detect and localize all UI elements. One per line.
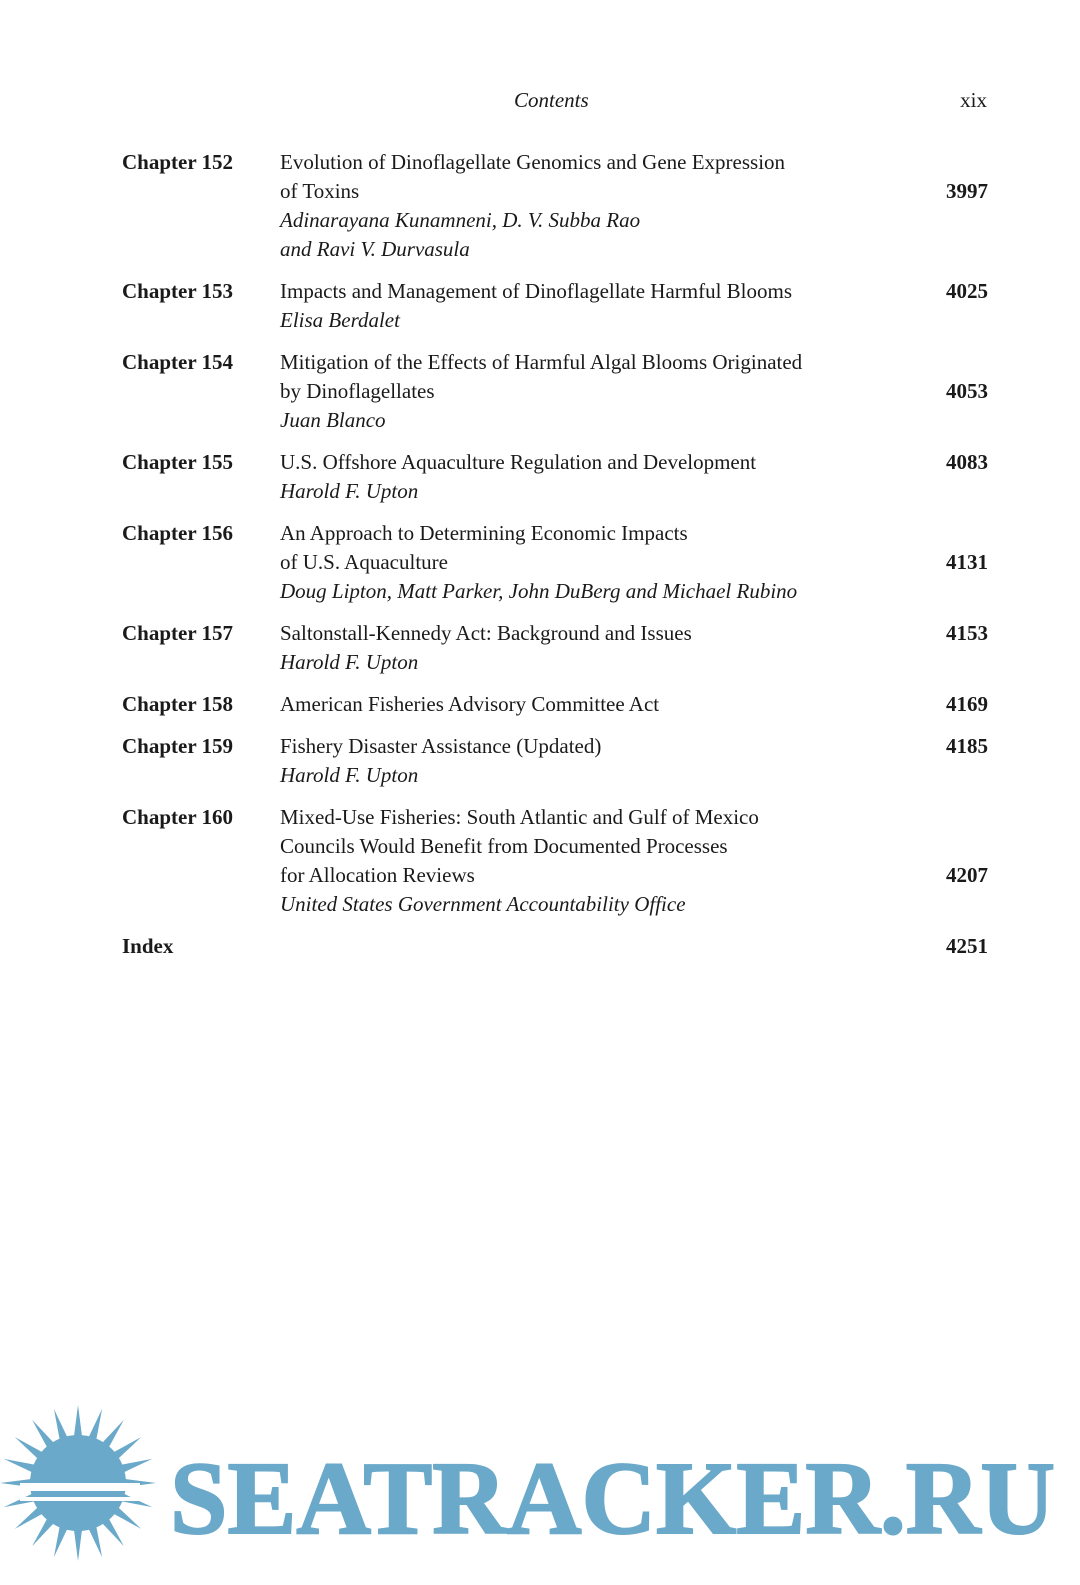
- entry-text: [280, 277, 898, 335]
- entry-page-number: 4153: [946, 621, 988, 645]
- entry-page-number: 4185: [946, 734, 988, 758]
- entry-title-line: Mixed-Use Fisheries: South Atlantic and Gulf of Mexico: [280, 805, 759, 829]
- entry-page-number: 4131: [946, 550, 988, 574]
- toc-entry: [122, 448, 988, 506]
- page-number: xix: [960, 88, 987, 112]
- toc-entry: [122, 732, 988, 790]
- entry-text: [280, 519, 898, 606]
- entry-title-line: for Allocation Reviews: [280, 863, 475, 887]
- toc-entry: [122, 690, 988, 719]
- toc-entry: [122, 519, 988, 606]
- toc-entry: [122, 619, 988, 677]
- entry-author-line: Doug Lipton, Matt Parker, John DuBerg and Michael Rubino: [280, 579, 798, 603]
- entry-text: [280, 803, 898, 919]
- entry-title-line: Councils Would Benefit from Documented Processes: [280, 834, 728, 858]
- entry-text: [280, 619, 898, 677]
- entry-label: Chapter 154: [122, 350, 234, 374]
- toc-entry: [122, 348, 988, 435]
- entry-page-number: 4025: [946, 279, 988, 303]
- entry-page-number: 4207: [946, 863, 988, 887]
- toc-entry: [122, 148, 988, 264]
- watermark-text: SEATRACKER.RU: [170, 1441, 1055, 1556]
- entry-title-line: of U.S. Aquaculture: [280, 550, 448, 574]
- entry-title-line: of Toxins: [280, 179, 360, 203]
- running-title: Contents: [514, 88, 589, 112]
- entry-text: [280, 690, 898, 719]
- entry-author-line: Harold F. Upton: [280, 479, 419, 503]
- entry-title-line: An Approach to Determining Economic Impacts: [280, 521, 688, 545]
- sun-ray: [88, 1409, 102, 1441]
- toc-entry: [122, 803, 988, 919]
- entry-page-number: 4053: [946, 379, 988, 403]
- entry-author-line: and Ravi V. Durvasula: [280, 237, 470, 261]
- entry-author-line: Adinarayana Kunamneni, D. V. Subba Rao: [280, 208, 641, 232]
- entry-text: [280, 448, 898, 506]
- entry-author-line: Elisa Berdalet: [280, 308, 400, 332]
- entry-author-line: Harold F. Upton: [280, 650, 419, 674]
- entry-page-number: 4169: [946, 692, 988, 716]
- entry-label: Index: [122, 934, 174, 958]
- running-head: [0, 86, 1080, 116]
- entry-title-line: U.S. Offshore Aquaculture Regulation and Development: [280, 450, 757, 474]
- entry-author-line: United States Government Accountability Office: [280, 892, 686, 916]
- entry-label: Chapter 153: [122, 279, 234, 303]
- sun-ray: [54, 1409, 68, 1441]
- entry-text: [280, 348, 898, 435]
- entry-title-line: Impacts and Management of Dinoflagellate Harmful Blooms: [280, 279, 793, 303]
- sun-logo-icon: [0, 1405, 1080, 1580]
- toc-entry: [122, 277, 988, 335]
- entry-page-number: 4083: [946, 450, 988, 474]
- sun-ray: [74, 1529, 82, 1561]
- entry-text: [280, 148, 898, 264]
- entry-title-line: by Dinoflagellates: [280, 379, 435, 403]
- watermark-logo: [0, 1405, 1080, 1580]
- entry-title-line: Evolution of Dinoflagellate Genomics and Gene Expression: [280, 150, 786, 174]
- entry-title-line: Saltonstall-Kennedy Act: Background and Issues: [280, 621, 692, 645]
- entry-label: Chapter 158: [122, 692, 234, 716]
- sun-ray: [54, 1525, 68, 1557]
- sun-ray: [74, 1405, 82, 1437]
- entry-label: Chapter 160: [122, 805, 234, 829]
- entry-author-line: Harold F. Upton: [280, 763, 419, 787]
- entry-label: Chapter 152: [122, 150, 234, 174]
- entry-text: [280, 932, 898, 961]
- entry-label: Chapter 156: [122, 521, 234, 545]
- sun-ray: [4, 1459, 36, 1473]
- sun-ray: [120, 1459, 152, 1473]
- entry-title-line: Fishery Disaster Assistance (Updated): [280, 734, 602, 758]
- entry-text: [280, 732, 898, 790]
- sun-horizon-2: [20, 1497, 140, 1501]
- toc-index-entry: [122, 932, 988, 961]
- sun-ray: [88, 1525, 102, 1557]
- entry-label: Chapter 157: [122, 621, 234, 645]
- entry-page-number: 3997: [946, 179, 988, 203]
- entry-page-number: 4251: [946, 934, 988, 958]
- entry-title-line: American Fisheries Advisory Committee Act: [280, 692, 660, 716]
- entry-author-line: Juan Blanco: [280, 408, 386, 432]
- entry-label: Chapter 155: [122, 450, 234, 474]
- entry-title-line: Mitigation of the Effects of Harmful Algal Blooms Originated: [280, 350, 803, 374]
- entry-label: Chapter 159: [122, 734, 234, 758]
- sun-horizon: [20, 1483, 140, 1491]
- table-of-contents: [122, 148, 988, 974]
